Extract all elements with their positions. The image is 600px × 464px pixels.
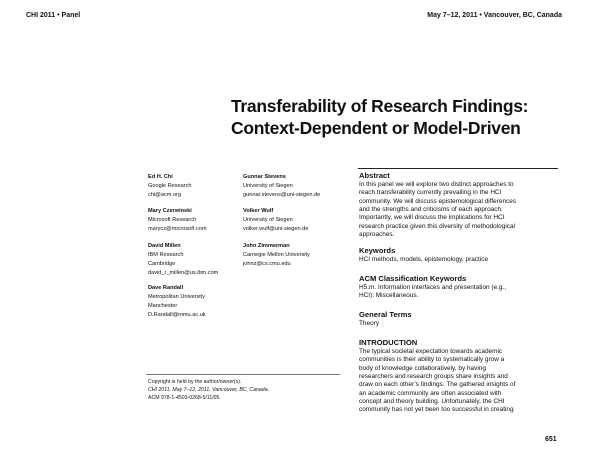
acm-line: HCI): Miscellaneous. bbox=[359, 292, 419, 300]
introduction-heading: INTRODUCTION bbox=[359, 338, 418, 347]
page-number: 651 bbox=[545, 436, 557, 443]
abstract-line: In this panel we will explore two distinct approaches to bbox=[359, 181, 514, 188]
author-john-zimmerman bbox=[243, 242, 320, 269]
introduction-line: concept and theory building. Unfortunately, the CHI bbox=[359, 398, 505, 406]
general-terms-heading: General Terms bbox=[359, 310, 412, 319]
author-dave-randall bbox=[148, 284, 218, 320]
author-name: Gunnar Stevens bbox=[243, 174, 286, 180]
author-email: volker.wulf@uni-siegen.de bbox=[243, 225, 309, 232]
author-email: johnz@cs.cmu.edu bbox=[243, 260, 291, 267]
copyright-notice bbox=[148, 378, 269, 402]
general-terms-text bbox=[359, 320, 379, 328]
author-email: gunnar.stevens@uni-siegen.de bbox=[243, 191, 321, 198]
author-affiliation: Carnegie Mellon University bbox=[243, 251, 310, 258]
author-david-millen bbox=[148, 242, 218, 284]
introduction-line: an academic community are often associated with bbox=[359, 389, 502, 397]
introduction-line: The typical societal expectation towards academic bbox=[359, 348, 503, 355]
keywords-line: HCI methods, models, epistemology, practice bbox=[359, 256, 489, 263]
author-email: david_r_millen@us.ibm.com bbox=[148, 269, 219, 276]
running-header-right: May 7–12, 2011 • Vancouver, BC, Canada bbox=[427, 12, 562, 19]
section-rule bbox=[358, 168, 558, 169]
abstract-line: approaches. bbox=[359, 231, 395, 239]
abstract-line: Importantly, we will discuss the implications for HCI bbox=[359, 214, 505, 222]
abstract-text bbox=[359, 181, 516, 239]
abstract-line: community. We will discuss epistemological differences bbox=[359, 197, 517, 205]
abstract-line: research practice given this diversity of methodological bbox=[359, 222, 516, 230]
author-location: Manchester bbox=[148, 302, 178, 309]
keywords-heading: Keywords bbox=[359, 246, 396, 255]
author-email: chi@acm.org bbox=[148, 191, 182, 198]
author-name: Mary Czerwinski bbox=[148, 208, 192, 214]
author-ed-chi bbox=[148, 173, 218, 207]
abstract-line: reach transferability currently prevailing in the HCI bbox=[359, 189, 502, 197]
abstract-heading: Abstract bbox=[359, 171, 390, 180]
author-name: John Zimmerman bbox=[243, 243, 290, 249]
paper-title-line-2: Context-Dependent or Model-Driven bbox=[231, 118, 521, 138]
author-name: Volker Wulf bbox=[243, 208, 274, 214]
author-affiliation: University of Siegen bbox=[243, 216, 293, 223]
author-email: D.Randall@mmu.ac.uk bbox=[148, 311, 206, 318]
introduction-line: draw on each other’s findings. The gathered insights of bbox=[359, 381, 516, 389]
author-name: David Millen bbox=[148, 243, 181, 249]
author-affiliation: Google Research bbox=[148, 182, 192, 189]
author-affiliation: University of Siegen bbox=[243, 182, 293, 189]
introduction-text bbox=[359, 348, 515, 415]
paper-title-line-1: Transferability of Research Findings: bbox=[231, 96, 529, 116]
introduction-line: community has not yet been too successful in creating bbox=[359, 406, 514, 414]
author-affiliation: IBM Research bbox=[148, 251, 184, 258]
introduction-line: body of knowledge collaboratively, by having bbox=[359, 364, 486, 372]
author-location: Cambridge bbox=[148, 260, 176, 267]
acm-classification-text bbox=[359, 284, 506, 301]
conference-line: CHI 2011, May 7–12, 2011, Vancouver, BC, Canada. bbox=[148, 387, 270, 393]
copyright-line: Copyright is held by the author/owner(s). bbox=[148, 379, 242, 385]
author-gunnar-stevens bbox=[243, 173, 320, 207]
introduction-line: communities is their ability to systematically grow a bbox=[359, 356, 505, 364]
author-affiliation: Metropolitan University bbox=[148, 293, 205, 300]
keywords-text bbox=[359, 256, 488, 264]
author-name: Dave Randall bbox=[148, 285, 184, 291]
running-header-left: CHI 2011 • Panel bbox=[26, 12, 81, 19]
paper-title bbox=[231, 95, 528, 139]
introduction-line: researchers and research groups share insights and bbox=[359, 373, 508, 381]
author-block-right bbox=[243, 173, 320, 269]
isbn-line: ACM 978-1-4503-0268-5/11/05. bbox=[148, 395, 221, 401]
author-mary-czerwinski bbox=[148, 207, 218, 242]
general-terms-line: Theory bbox=[359, 320, 380, 327]
author-block-left bbox=[148, 173, 218, 320]
author-email: marycz@microsoft.com bbox=[148, 225, 207, 232]
author-name: Ed H. Chi bbox=[148, 174, 173, 180]
author-volker-wulf bbox=[243, 207, 320, 242]
acm-classification-heading: ACM Classification Keywords bbox=[359, 274, 467, 283]
author-affiliation: Microsoft Research bbox=[148, 216, 197, 223]
footnote-rule bbox=[146, 374, 340, 375]
acm-line: H5.m. Information interfaces and presentation (e.g., bbox=[359, 284, 507, 291]
abstract-line: and the strengths and criticisms of each approach. bbox=[359, 206, 503, 214]
